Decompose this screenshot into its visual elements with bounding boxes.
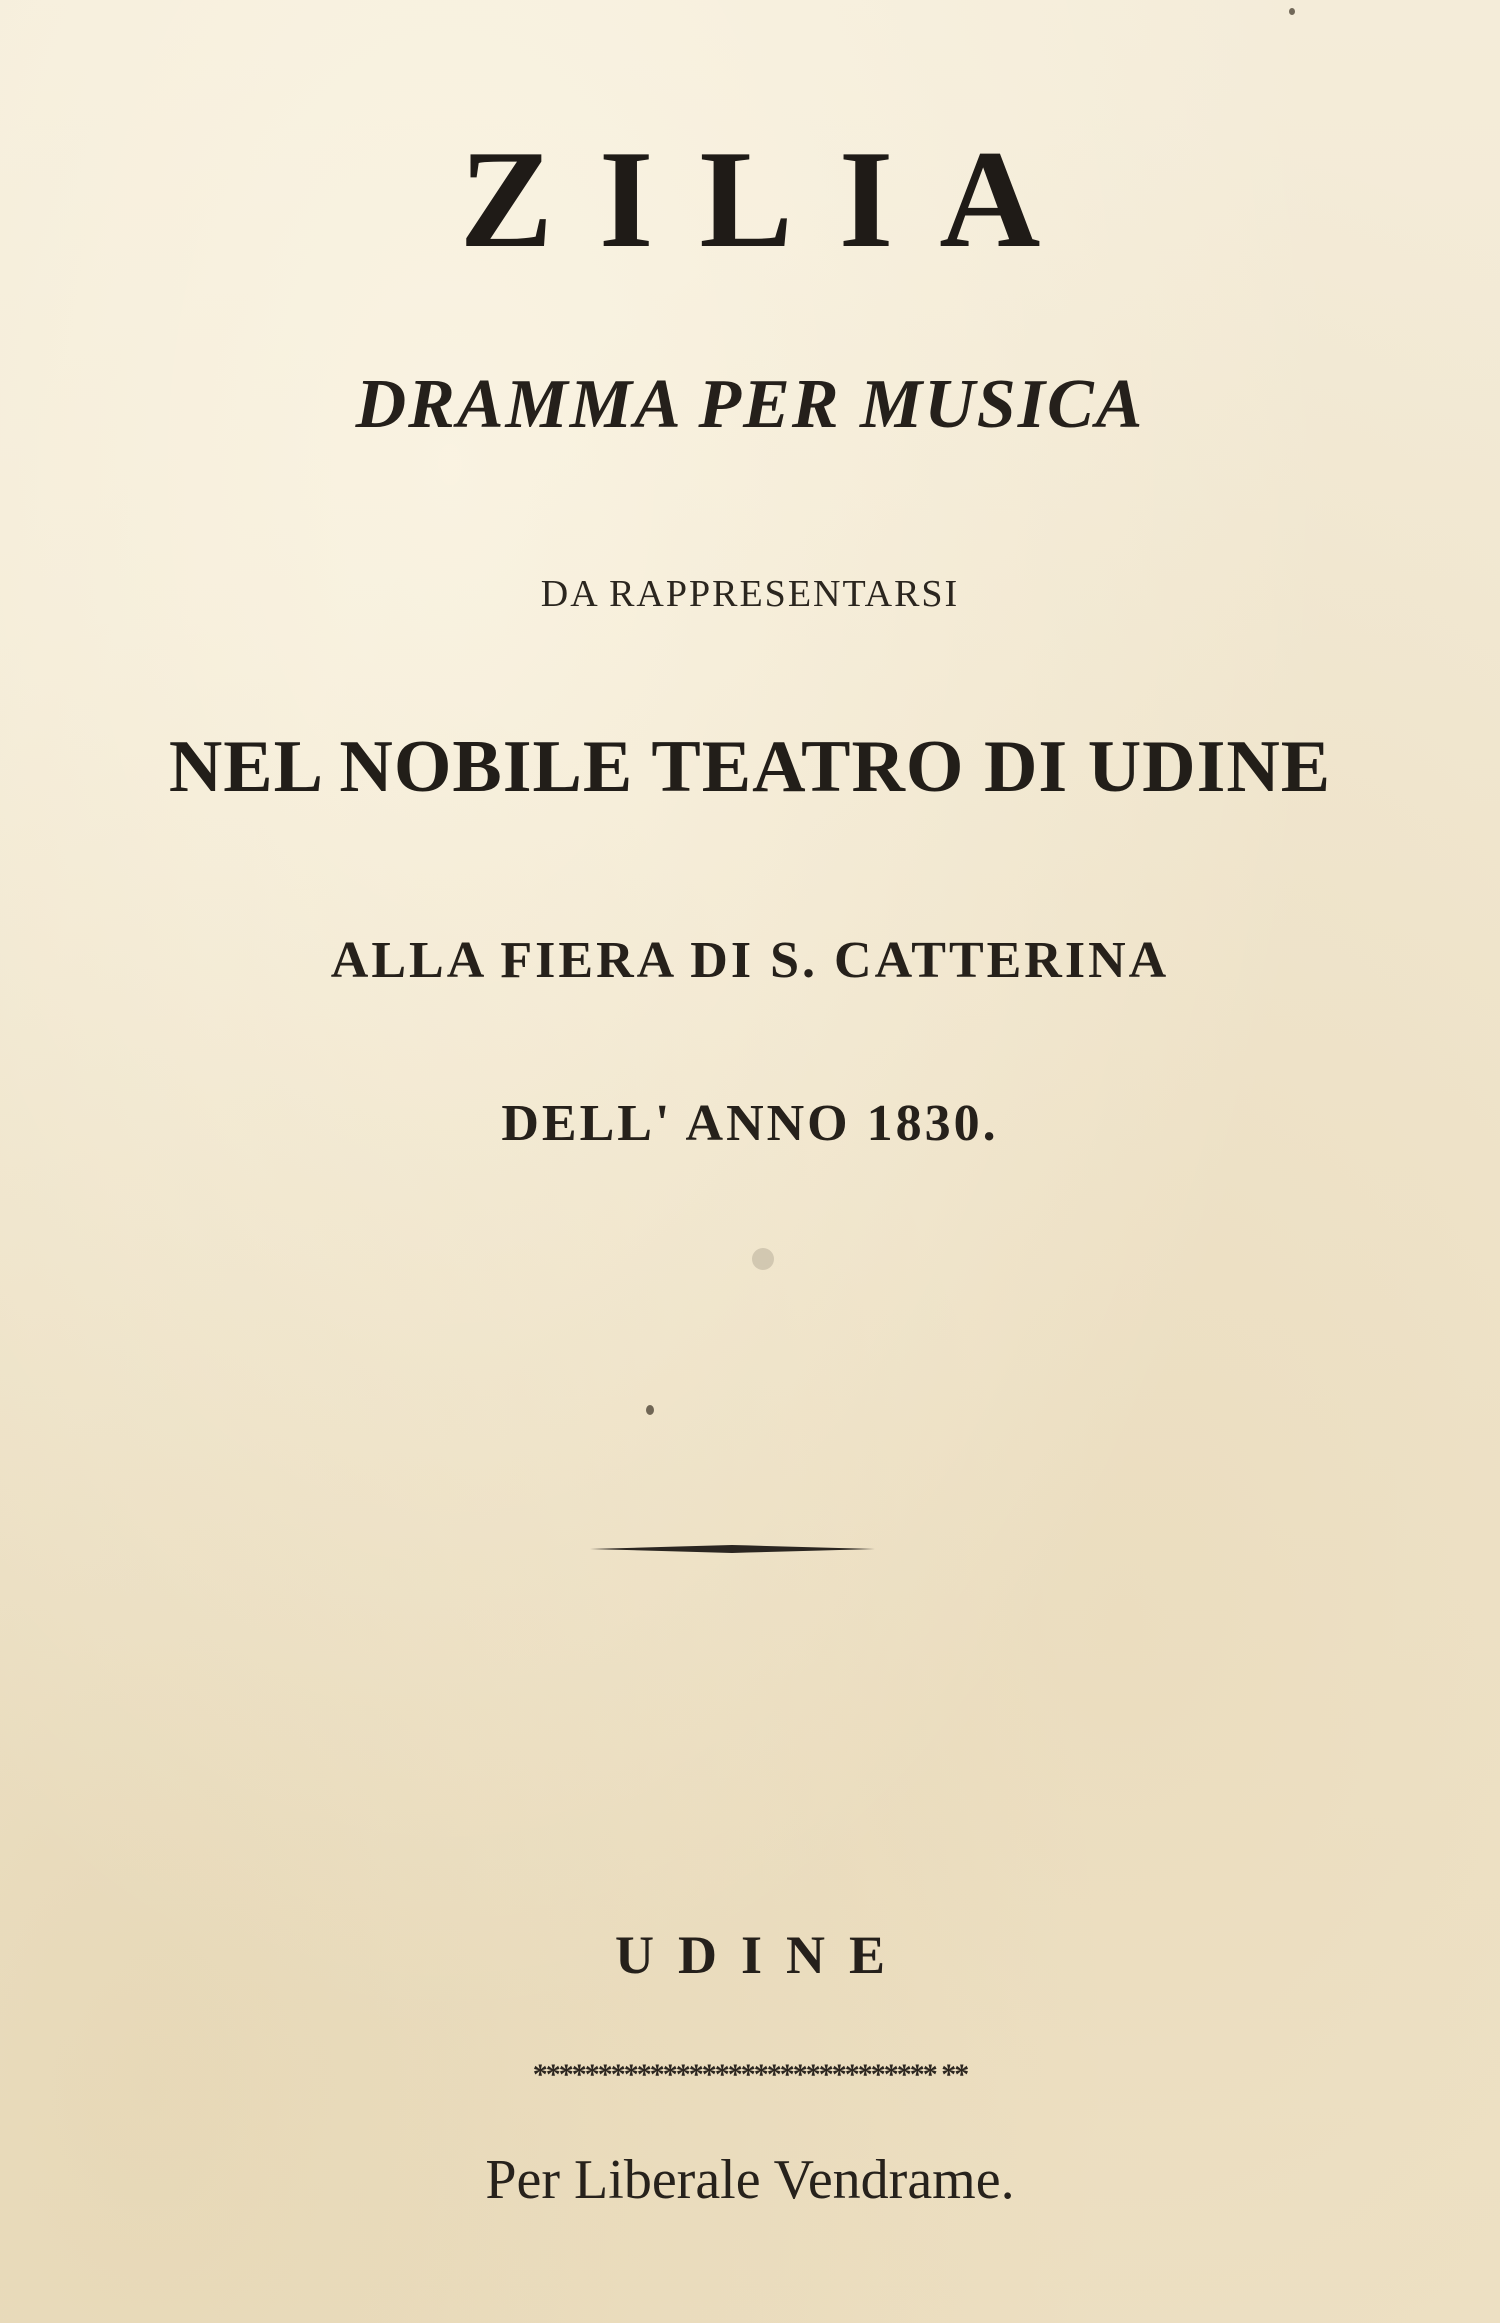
work-title: ZILIA xyxy=(459,122,1087,277)
paper-smudge xyxy=(752,1248,774,1270)
printer-imprint: Per Liberale Vendrame. xyxy=(485,2149,1015,2211)
asterisk-ornament: ******************************* ** xyxy=(532,2058,968,2091)
ornamental-rule xyxy=(590,1544,875,1554)
publication-place: UDINE xyxy=(614,1925,910,1985)
ink-speck xyxy=(1289,8,1295,15)
fair-occasion: ALLA FIERA DI S. CATTERINA xyxy=(330,932,1170,989)
performance-intro: DA RAPPRESENTARSI xyxy=(540,573,960,615)
ink-speck xyxy=(646,1405,654,1415)
year-line: DELL' ANNO 1830. xyxy=(501,1095,999,1152)
theatre-venue: NEL NOBILE TEATRO DI UDINE xyxy=(168,726,1332,808)
work-subtitle: DRAMMA PER MUSICA xyxy=(355,366,1145,443)
